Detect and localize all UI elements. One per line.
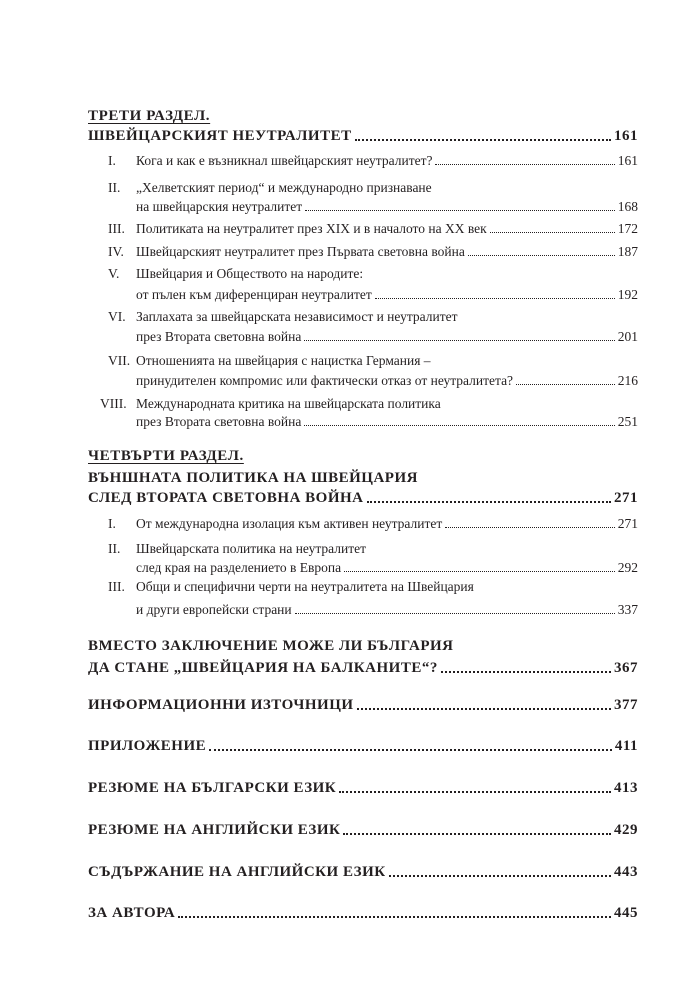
toc-entry-summary-bg[interactable] (88, 780, 638, 797)
entry-title: ИНФОРМАЦИОННИ ИЗТОЧНИЦИ (88, 697, 354, 713)
dot-leader (516, 384, 615, 385)
dot-leader (209, 749, 612, 751)
item-title: От международна изолация към активен неутралитет (136, 516, 443, 531)
item-title-line: и други европейски страни (136, 602, 292, 617)
item-number: I. (108, 153, 116, 168)
page-number: 271 (614, 490, 638, 506)
dot-leader (304, 340, 614, 341)
item-title-line: принудителен компромис или фактически отказ от неутралитета? (136, 373, 514, 388)
entry-title: РЕЗЮМЕ НА БЪЛГАРСКИ ЕЗИК (88, 780, 337, 796)
item-title-line: през Втората световна война (136, 329, 302, 344)
page-number: 168 (617, 199, 638, 214)
dot-leader (375, 298, 615, 299)
item-title: Швейцарският неутралитет през Първата световна война (136, 244, 465, 259)
item-number: V. (108, 266, 120, 281)
toc-entry-fourth-section[interactable] (88, 490, 638, 507)
page-number: 172 (617, 221, 638, 236)
entry-title-line: ДА СТАНЕ „ШВЕЙЦАРИЯ НА БАЛКАНИТЕ“? (88, 660, 438, 676)
item-number: III. (108, 221, 125, 236)
page-number: 161 (614, 128, 638, 144)
dot-leader (295, 613, 615, 614)
item-number: VIII. (100, 396, 127, 411)
toc-subentry[interactable] (88, 153, 638, 173)
entry-title-line: ВМЕСТО ЗАКЛЮЧЕНИЕ МОЖЕ ЛИ БЪЛГАРИЯ (88, 638, 454, 654)
item-title-line: Заплахата за швейцарската независимост и неутралитет (136, 309, 458, 324)
toc-subentry[interactable] (88, 396, 638, 436)
toc-subentry[interactable] (88, 353, 638, 393)
toc-subentry[interactable] (88, 180, 638, 220)
item-number: III. (108, 579, 125, 594)
entry-title: ПРИЛОЖЕНИЕ (88, 738, 207, 754)
page-number: 292 (617, 560, 638, 575)
toc-entry-appendix[interactable] (88, 738, 638, 755)
dot-leader (367, 501, 611, 503)
item-title-line: на швейцарския неутралитет (136, 199, 303, 214)
page-number: 377 (614, 697, 638, 713)
item-title-line: от пълен към диференциран неутралитет (136, 287, 372, 302)
dot-leader (178, 916, 611, 918)
entry-title: РЕЗЮМЕ НА АНГЛИЙСКИ ЕЗИК (88, 822, 341, 838)
item-number: VII. (108, 353, 131, 368)
dot-leader (304, 425, 614, 426)
toc-entry-about-author[interactable] (88, 905, 638, 922)
section-label-third: ТРЕТИ РАЗДЕЛ. (88, 108, 211, 124)
page-number: 429 (614, 822, 638, 838)
page-number: 187 (617, 244, 638, 259)
dot-leader (305, 210, 615, 211)
item-title-line: през Втората световна война (136, 414, 302, 429)
toc-entry-conclusion[interactable] (88, 660, 638, 677)
page-number: 216 (617, 373, 638, 388)
page-number: 413 (614, 780, 638, 796)
item-title-line: Швейцария и Обществото на народите: (136, 266, 364, 281)
item-title: Политиката на неутралитет през XIX и в началото на XX век (136, 221, 487, 236)
page-number: 337 (617, 602, 638, 617)
item-title: Кога и как е възникнал швейцарският неутралитет? (136, 153, 433, 168)
page-number: 201 (617, 329, 638, 344)
dot-leader (355, 139, 611, 141)
dot-leader (389, 875, 611, 877)
page-number: 192 (617, 287, 638, 302)
toc-entry-sources[interactable] (88, 697, 638, 714)
item-number: IV. (108, 244, 124, 259)
toc-subentry[interactable] (88, 579, 638, 619)
dot-leader (441, 671, 611, 673)
page-number: 251 (617, 414, 638, 429)
section-title-line: ВЪНШНАТА ПОЛИТИКА НА ШВЕЙЦАРИЯ (88, 470, 418, 486)
dot-leader (490, 232, 615, 233)
toc-subentry[interactable] (88, 266, 638, 306)
dot-leader (435, 164, 614, 165)
page-number: 367 (614, 660, 638, 676)
item-title-line: след края на разделението в Европа (136, 560, 342, 575)
toc-entry-contents-en[interactable] (88, 864, 638, 881)
toc-entry-third-section[interactable] (88, 128, 638, 145)
item-title-line: Отношенията на швейцария с нацистка Германия – (136, 353, 431, 368)
item-number: I. (108, 516, 116, 531)
dot-leader (445, 527, 614, 528)
toc-subentry[interactable] (88, 244, 638, 264)
toc-entry-summary-en[interactable] (88, 822, 638, 839)
entry-title: ЗА АВТОРА (88, 905, 176, 921)
page-number: 411 (614, 738, 638, 754)
toc-subentry[interactable] (88, 309, 638, 349)
page-number: 161 (617, 153, 638, 168)
page-number: 443 (614, 864, 638, 880)
dot-leader (357, 708, 611, 710)
item-number: VI. (108, 309, 126, 324)
dot-leader (339, 791, 611, 793)
dot-leader (344, 571, 615, 572)
page-number: 445 (614, 905, 638, 921)
item-title-line: „Хелветският период“ и международно признаване (136, 180, 432, 195)
toc-subentry[interactable] (88, 221, 638, 241)
item-number: II. (108, 541, 121, 556)
toc-subentry[interactable] (88, 541, 638, 581)
item-title-line: Швейцарската политика на неутралитет (136, 541, 367, 556)
dot-leader (343, 833, 611, 835)
section-title-line: СЛЕД ВТОРАТА СВЕТОВНА ВОЙНА (88, 490, 364, 506)
toc-subentry[interactable] (88, 516, 638, 536)
item-number: II. (108, 180, 121, 195)
page-number: 271 (617, 516, 638, 531)
section-label-fourth: ЧЕТВЪРТИ РАЗДЕЛ. (88, 448, 244, 464)
item-title-line: Общи и специфични черти на неутралитета на Швейцария (136, 579, 474, 594)
dot-leader (468, 255, 615, 256)
entry-title: СЪДЪРЖАНИЕ НА АНГЛИЙСКИ ЕЗИК (88, 864, 386, 880)
section-title: ШВЕЙЦАРСКИЯТ НЕУТРАЛИТЕТ (88, 128, 352, 144)
item-title-line: Международната критика на швейцарската политика (136, 396, 441, 411)
